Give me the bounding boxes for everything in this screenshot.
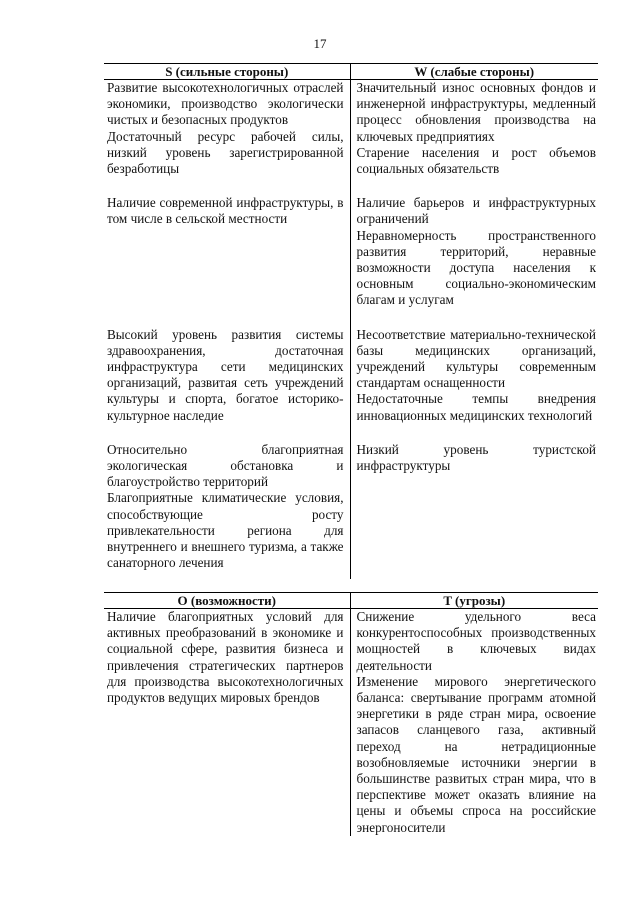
table-header-row [104,64,598,80]
weaknesses-header: W (слабые стороны) [350,64,598,80]
opportunity-cell [104,609,350,836]
strengths-header: S (сильные стороны) [104,64,350,80]
strength-item: Наличие современной инфраструктуры, в том числе в сельской местности [107,195,344,227]
strength-cell [104,195,350,308]
strength-item: Достаточный ресурс рабочей силы, низкий уровень зарегистрированной безработицы [107,128,344,177]
table-row [104,327,598,424]
strength-item: Благоприятные климатические условия, способствующие росту привлекательности региона для внутреннего и внешнего туризма, а также санаторного лечения [107,490,344,571]
swot-table-strengths-weaknesses [104,63,598,579]
strength-cell [104,442,350,580]
threat-item: Снижение удельного веса конкурентоспособных производственных мощностей в ключевых видах деятельности [356,609,596,673]
threat-cell [350,609,598,836]
weakness-item: Несоответствие материально-технической базы медицинских организаций, учреждений культуры современным стандартам оснащенности [356,326,596,391]
weakness-item: Значительный износ основных фондов и инженерной инфраструктуры, медленный процесс обновления производства на ключевых предприятиях [356,80,596,144]
strength-item: Относительно благоприятная экологическая обстановка и благоустройство территорий [107,441,344,490]
opportunity-item: Наличие благоприятных условий для активных преобразований в экономике и социальной сфере, развития бизнеса и привлечения стратегических партнеров для производства высокотехнологичных продуктов ведущих мировых брендов [107,609,344,706]
weakness-cell [350,80,598,178]
threats-header: T (угрозы) [350,593,598,609]
strength-item: Высокий уровень развития системы здравоохранения, достаточная инфраструктура сети медицинских организаций, развитая сеть учреждений культуры и спорта, богатое историко-культурное наследие [107,326,344,423]
table-row [104,195,598,308]
row-spacer [104,177,598,195]
page-number: 17 [313,36,327,51]
weakness-item: Наличие барьеров и инфраструктурных ограничений [356,195,596,227]
strength-item: Развитие высокотехнологичных отраслей экономики, производство экологически чистых и безопасных продуктов [107,80,344,128]
row-spacer [104,424,598,442]
table-row [104,609,598,836]
table-row [104,442,598,580]
weakness-cell [350,442,598,580]
weakness-item: Недостаточные темпы внедрения инновационных медицинских технологий [356,391,596,423]
weakness-item: Старение населения и рост объемов социальных обязательств [356,144,596,177]
threat-item: Изменение мирового энергетического баланса: свертывание программ атомной энергетики в ряде стран мира, освоение запасов сланцевого газа, активный переход на нетрадиционные возобновляемые источники энергии в большинстве развитых стран мира, что в перспективе может оказать влияние на цены и объемы спроса на российские энергоносители [356,673,596,835]
table-header-row [104,593,598,609]
opportunities-header: O (возможности) [104,593,350,609]
row-spacer [104,309,598,327]
strength-cell [104,327,350,424]
table-row [104,80,598,178]
weakness-cell [350,195,598,308]
strength-cell [104,80,350,178]
weakness-cell [350,327,598,424]
swot-table-opportunities-threats [104,592,598,836]
weakness-item: Низкий уровень туристской инфраструктуры [356,441,596,474]
weakness-item: Неравномерность пространственного развития территорий, неравные возможности доступа населения к основным социально-экономическим благам и услугам [356,227,596,308]
